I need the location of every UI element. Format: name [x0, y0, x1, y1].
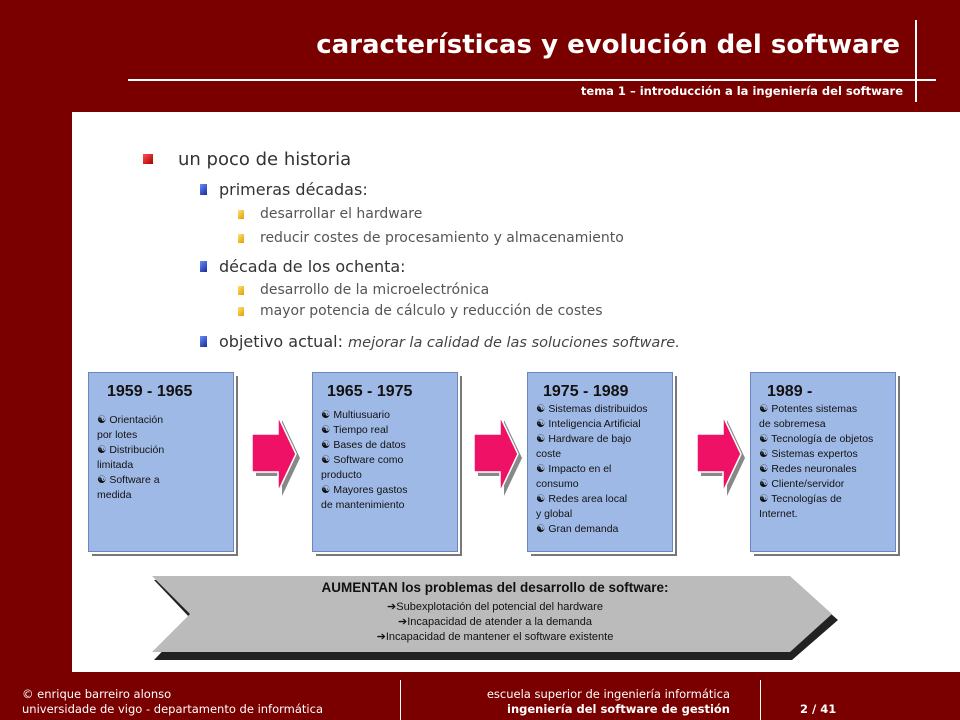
outline-subitem: desarrollo de la microelectrónica	[260, 282, 490, 298]
timeline-items: ☯ Potentes sistemas de sobremesa ☯ Tecnología de objetos ☯ Sistemas expertos ☯ Redes neuronales ☯ Cliente/servidor ☯ Tecnologías de Internet.	[759, 403, 874, 520]
timeline-items: ☯ Orientación por lotes ☯ Distribución limitada ☯ Software a medida	[97, 414, 165, 501]
bullet-yellow-icon	[238, 286, 244, 295]
footer-divider	[400, 680, 401, 720]
outline-item-primeras: primeras décadas:	[219, 180, 368, 199]
footer-course: escuela superior de ingeniería informática ingeniería del software de gestión	[486, 687, 730, 716]
timeline-year: 1989 -	[767, 383, 813, 400]
page-title: características y evolución del software	[316, 30, 900, 60]
header-divider	[128, 79, 936, 81]
bullet-yellow-icon	[238, 210, 244, 219]
outline-subitem: reducir costes de procesamiento y almacenamiento	[260, 230, 624, 246]
outline-item-ochenta: década de los ochenta:	[219, 257, 406, 276]
bullet-blue-icon	[200, 336, 207, 347]
bullet-yellow-icon	[238, 234, 244, 243]
outline-heading: un poco de historia	[178, 149, 352, 170]
page-subtitle: tema 1 – introducción a la ingeniería del software	[580, 84, 903, 98]
timeline-items: ☯ Multiusuario ☯ Tiempo real ☯ Bases de datos ☯ Software como producto ☯ Mayores gastos de mantenimiento	[321, 409, 408, 511]
footer-divider	[760, 680, 761, 720]
footer-author: © enrique barreiro alonso universidade de vigo - departamento de informática	[22, 687, 323, 716]
bullet-red-icon	[143, 154, 153, 164]
bullet-blue-icon	[200, 184, 207, 195]
arrow-right-icon	[248, 414, 302, 498]
bullet-yellow-icon	[238, 307, 244, 316]
banner-items: ➔Subexplotación del potencial del hardware ➔Incapacidad de atender a la demanda ➔Incapacidad de mantener el software existente	[376, 601, 614, 643]
outline-subitem: desarrollar el hardware	[260, 206, 423, 222]
timeline-year: 1959 - 1965	[107, 383, 193, 400]
outline-item-objetivo	[219, 332, 680, 351]
bullet-blue-icon	[200, 261, 207, 272]
timeline-items: ☯ Sistemas distribuidos ☯ Inteligencia Artificial ☯ Hardware de bajo coste ☯ Impacto en el consumo ☯ Redes area local y global ☯ Gran demanda	[536, 403, 648, 535]
timeline-year: 1975 - 1989	[543, 383, 629, 400]
objetivo-label: objetivo actual:	[219, 332, 349, 351]
arrow-right-icon	[693, 414, 747, 498]
header-vertical-divider	[915, 20, 917, 102]
banner-title: AUMENTAN los problemas del desarrollo de software:	[321, 580, 669, 595]
outline-subitem: mayor potencia de cálculo y reducción de costes	[260, 303, 603, 319]
page-number: 2 / 41	[800, 702, 837, 716]
objetivo-text: mejorar la calidad de las soluciones software.	[348, 335, 680, 351]
timeline-year: 1965 - 1975	[327, 383, 413, 400]
arrow-right-icon	[470, 414, 524, 498]
